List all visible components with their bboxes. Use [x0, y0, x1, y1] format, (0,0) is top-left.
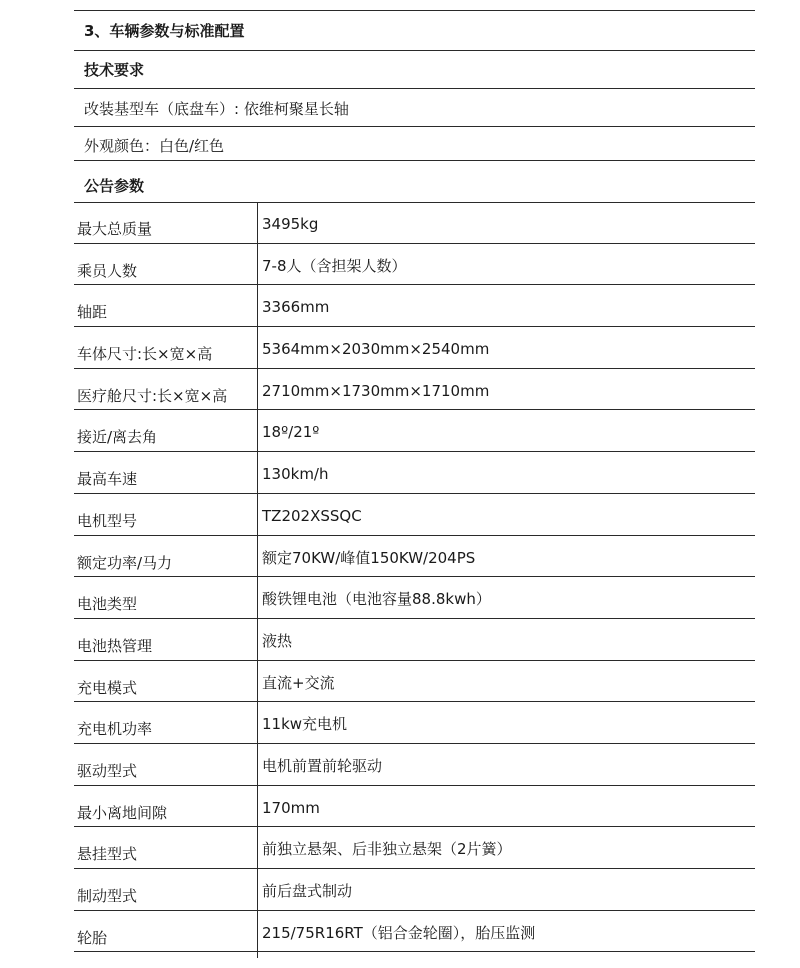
table-row — [74, 786, 755, 828]
spec-value: 130km/h — [262, 465, 329, 484]
table-row — [74, 827, 755, 869]
spec-name: 最大总质量 — [77, 220, 153, 238]
spec-value: 11kw充电机 — [262, 715, 348, 734]
table-row — [74, 452, 755, 494]
table-row — [74, 285, 755, 327]
spec-table — [74, 202, 755, 952]
table-row — [74, 202, 755, 244]
base-vehicle-rule — [74, 126, 755, 127]
table-row — [74, 369, 755, 411]
table-row — [74, 577, 755, 619]
spec-value: 215/75R16RT（铝合金轮圈），胎压监测 — [262, 923, 536, 942]
spec-value: 额定70KW/峰值150KW/204PS — [262, 548, 476, 567]
exterior-color-rule — [74, 160, 755, 161]
table-row — [74, 869, 755, 911]
section-heading: 3、车辆参数与标准配置 — [84, 22, 245, 40]
top-rule — [74, 10, 755, 11]
tech-heading-rule — [74, 88, 755, 89]
spec-value: 2710mm×1730mm×1710mm — [262, 381, 490, 400]
table-row — [74, 410, 755, 452]
spec-name: 悬挂型式 — [77, 845, 138, 864]
spec-name: 轮胎 — [77, 928, 108, 947]
spec-value: 酸铁锂电池（电池容量88.8kwh） — [262, 590, 491, 609]
spec-value: 7-8人（含担架人数） — [262, 256, 407, 275]
spec-name: 车体尺寸:长×宽×高 — [77, 345, 213, 364]
table-row — [74, 244, 755, 286]
spec-name: 乘员人数 — [77, 261, 138, 280]
table-row — [74, 327, 755, 369]
table-row — [74, 744, 755, 786]
spec-value: 3366mm — [262, 298, 330, 317]
spec-name: 电池类型 — [77, 595, 138, 614]
spec-value: 液热 — [262, 631, 293, 650]
spec-value: 前独立悬架、后非独立悬架（2片簧） — [262, 840, 512, 859]
exterior-color-line: 外观颜色：白色/红色 — [84, 137, 225, 155]
spec-name: 制动型式 — [77, 887, 138, 905]
spec-name: 驱动型式 — [77, 761, 138, 780]
spec-value: TZ202XSSQC — [262, 506, 362, 525]
spec-value: 前后盘式制动 — [262, 882, 353, 900]
spec-value: 直流+交流 — [262, 673, 335, 692]
table-row — [74, 661, 755, 703]
spec-name: 电机型号 — [77, 511, 138, 530]
spec-value: 170mm — [262, 798, 320, 817]
spec-name: 电池热管理 — [77, 636, 153, 655]
announcement-heading: 公告参数 — [84, 177, 145, 195]
spec-value: 电机前置前轮驱动 — [262, 756, 383, 775]
spec-value: 18º/21º — [262, 423, 320, 442]
tech-requirements-heading: 技术要求 — [84, 61, 145, 79]
table-row — [74, 536, 755, 578]
spec-name: 额定功率/马力 — [77, 553, 173, 572]
spec-name: 接近/离去角 — [77, 428, 158, 447]
spec-name: 轴距 — [77, 303, 108, 322]
spec-name: 充电模式 — [77, 678, 138, 697]
spec-value: 3495kg — [262, 215, 319, 233]
table-row — [74, 494, 755, 536]
spec-name: 充电机功率 — [77, 720, 153, 739]
spec-value: 5364mm×2030mm×2540mm — [262, 340, 490, 359]
spec-name: 最小离地间隙 — [77, 803, 168, 822]
table-row — [74, 911, 755, 953]
spec-name: 医疗舱尺寸:长×宽×高 — [77, 386, 228, 405]
base-vehicle-line: 改装基型车（底盘车）: 依维柯聚星长轴 — [84, 100, 349, 118]
table-row — [74, 619, 755, 661]
heading-rule — [74, 50, 755, 51]
spec-name: 最高车速 — [77, 470, 138, 489]
table-row — [74, 702, 755, 744]
table-column-divider — [257, 202, 258, 958]
